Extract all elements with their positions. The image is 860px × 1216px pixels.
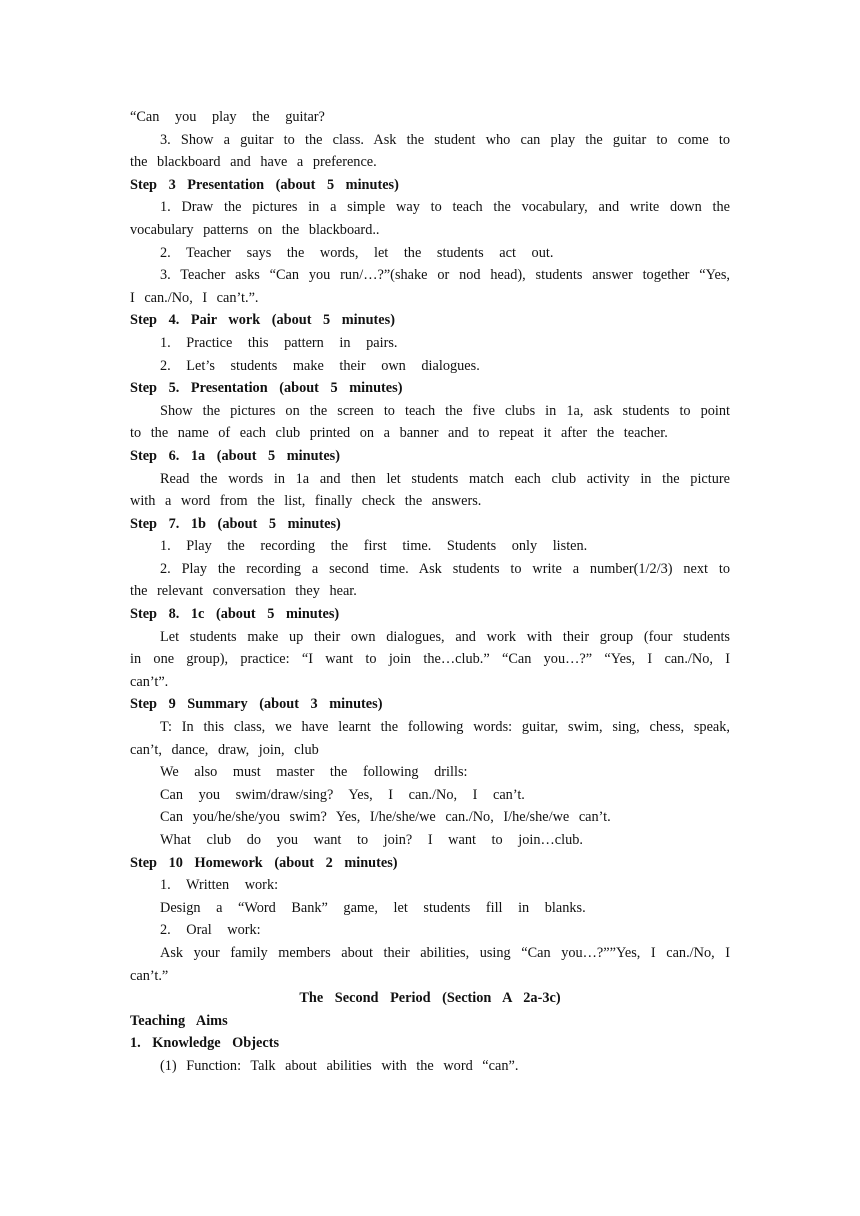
section-heading: Teaching Aims [130,1012,228,1029]
body-paragraph: 2. Oral work: [160,922,261,939]
body-paragraph: Read the words in 1a and then let students match each club activity in the picture with a word from the list, finally check the answers. [130,470,730,510]
body-paragraph: Ask your family members about their abilities, using “Can you…?””Yes, I can./No, I can’t.” [130,944,730,984]
section-heading: 1. Knowledge Objects [130,1035,280,1052]
body-paragraph: 1. Draw the pictures in a simple way to teach the vocabulary, and write down the vocabulary patterns on the blackboard.. [130,199,730,238]
body-paragraph: 3. Teacher asks “Can you run/…?”(shake or nod head), students answer together “Yes, I can./No, I can’t.”. [130,267,730,306]
body-paragraph: Can you swim/draw/sing? Yes, I can./No, I can’t. [160,786,525,803]
document-page [130,106,730,1078]
step-heading: Step 8. 1c (about 5 minutes) [130,606,340,623]
body-line: “Can you play the guitar? [130,109,325,125]
period-title: The Second Period (Section A 2a-3c) [299,990,561,1007]
body-paragraph: 3. Show a guitar to the class. Ask the student who can play the guitar to come to the blackboard and have a preference. [130,131,730,171]
body-paragraph: Let students make up their own dialogues, and work with their group (four students in one group), practice: “I want to join the…club.” “Can you…?” “Yes, I can./No, I can’t”. [130,628,730,690]
body-paragraph: 2. Let’s students make their own dialogues. [160,357,480,374]
body-paragraph: T: In this class, we have learnt the following words: guitar, swim, sing, chess, speak, can’t, dance, draw, join, club [130,719,730,758]
step-heading: Step 4. Pair work (about 5 minutes) [130,312,395,329]
step-heading: Step 3 Presentation (about 5 minutes) [130,176,399,193]
body-paragraph: Show the pictures on the screen to teach the five clubs in 1a, ask students to point to the name of each club printed on a banner and to repeat it after the teacher. [130,402,730,442]
step-heading: Step 10 Homework (about 2 minutes) [130,854,398,871]
step-heading: Step 9 Summary (about 3 minutes) [130,696,383,713]
body-paragraph: Design a “Word Bank” game, let students fill in blanks. [160,899,586,916]
body-paragraph: 1. Practice this pattern in pairs. [160,334,398,351]
body-paragraph: Can you/he/she/you swim? Yes, I/he/she/we can./No, I/he/she/we can’t. [160,809,611,826]
body-paragraph: 2. Play the recording a second time. Ask students to write a number(1/2/3) next to the relevant conversation they hear. [130,560,730,600]
body-paragraph: What club do you want to join? I want to join…club. [160,832,583,848]
body-paragraph: (1) Function: Talk about abilities with the word “can”. [160,1057,519,1074]
body-paragraph: 1. Play the recording the first time. Students only listen. [160,538,588,555]
body-paragraph: 1. Written work: [160,877,279,894]
step-heading: Step 5. Presentation (about 5 minutes) [130,380,403,397]
step-heading: Step 7. 1b (about 5 minutes) [130,515,341,532]
body-paragraph: 2. Teacher says the words, let the students act out. [160,244,554,261]
step-heading: Step 6. 1a (about 5 minutes) [130,447,340,464]
body-paragraph: We also must master the following drills: [160,764,468,781]
